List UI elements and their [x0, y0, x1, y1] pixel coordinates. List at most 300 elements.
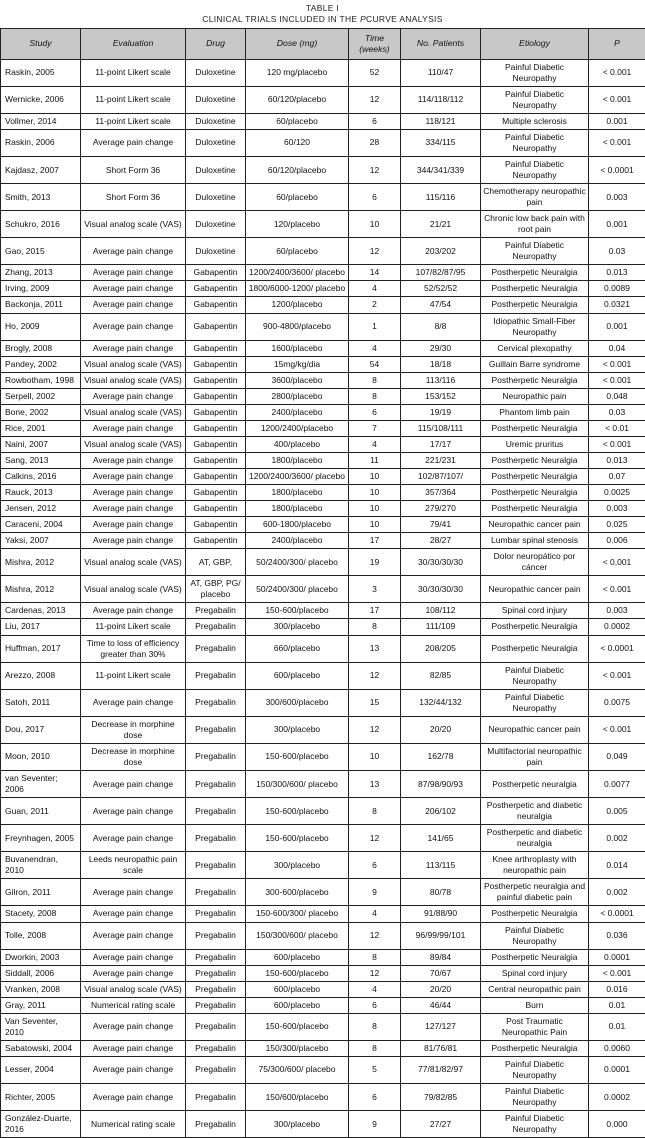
- cell-drug: Pregabalin: [186, 619, 246, 635]
- cell-study: Guan, 2011: [1, 798, 81, 825]
- cell-patients: 115/116: [401, 184, 481, 211]
- cell-time: 13: [349, 635, 401, 662]
- cell-time: 11: [349, 452, 401, 468]
- cell-p: 0.0002: [589, 1084, 645, 1111]
- cell-p: 0.03: [589, 404, 645, 420]
- cell-etiology: Postherpetic Neuralgia: [481, 420, 589, 436]
- cell-etiology: Painful Diabetic Neuropathy: [481, 129, 589, 156]
- cell-time: 7: [349, 420, 401, 436]
- cell-evaluation: Average pain change: [81, 1013, 186, 1040]
- cell-etiology: Painful Diabetic Neuropathy: [481, 662, 589, 689]
- cell-p: 0.003: [589, 603, 645, 619]
- cell-time: 8: [349, 372, 401, 388]
- cell-time: 4: [349, 281, 401, 297]
- cell-patients: 20/20: [401, 981, 481, 997]
- cell-drug: Duloxetine: [186, 113, 246, 129]
- cell-p: < 0.0001: [589, 635, 645, 662]
- cell-patients: 334/115: [401, 129, 481, 156]
- cell-p: 0.014: [589, 852, 645, 879]
- table-row: [1, 533, 645, 549]
- cell-drug: Pregabalin: [186, 603, 246, 619]
- table-row: [1, 825, 645, 852]
- cell-drug: Duloxetine: [186, 129, 246, 156]
- cell-study: Stacety, 2008: [1, 906, 81, 922]
- table-row: [1, 129, 645, 156]
- cell-patients: 141/65: [401, 825, 481, 852]
- cell-patients: 80/78: [401, 879, 481, 906]
- cell-dose: 150-600/placebo: [246, 603, 349, 619]
- cell-drug: Duloxetine: [186, 211, 246, 238]
- table-row: [1, 113, 645, 129]
- cell-etiology: Postherpetic Neuralgia: [481, 452, 589, 468]
- cell-study: Arezzo, 2008: [1, 662, 81, 689]
- table-row: [1, 469, 645, 485]
- cell-evaluation: Time to loss of efficiency greater than 30%: [81, 635, 186, 662]
- cell-study: Raskin, 2006: [1, 129, 81, 156]
- cell-etiology: Postherpetic Neuralgia: [481, 265, 589, 281]
- cell-evaluation: Average pain change: [81, 452, 186, 468]
- cell-evaluation: Short Form 36: [81, 184, 186, 211]
- table-row: [1, 238, 645, 265]
- cell-p: < 0.001: [589, 576, 645, 603]
- cell-p: < 0.001: [589, 129, 645, 156]
- cell-drug: Gabapentin: [186, 469, 246, 485]
- cell-patients: 19/19: [401, 404, 481, 420]
- table-row: [1, 662, 645, 689]
- cell-dose: 1800/placebo: [246, 452, 349, 468]
- table-header: [1, 28, 645, 59]
- cell-dose: 75/300/600/ placebo: [246, 1056, 349, 1083]
- cell-patients: 107/82/87/95: [401, 265, 481, 281]
- cell-study: Lesser, 2004: [1, 1056, 81, 1083]
- cell-etiology: Phantom limb pain: [481, 404, 589, 420]
- cell-study: van Seventer; 2006: [1, 770, 81, 797]
- cell-patients: 87/98/90/93: [401, 770, 481, 797]
- cell-patients: 70/67: [401, 965, 481, 981]
- cell-time: 6: [349, 404, 401, 420]
- cell-dose: 150-600/placebo: [246, 965, 349, 981]
- cell-etiology: Spinal cord injury: [481, 603, 589, 619]
- table-row: [1, 265, 645, 281]
- column-header-time: Time (weeks): [349, 28, 401, 59]
- cell-patients: 20/20: [401, 716, 481, 743]
- cell-p: 0.01: [589, 1013, 645, 1040]
- cell-patients: 79/41: [401, 517, 481, 533]
- cell-p: 0.0001: [589, 949, 645, 965]
- cell-p: < 0.001: [589, 356, 645, 372]
- cell-drug: Pregabalin: [186, 981, 246, 997]
- cell-evaluation: Average pain change: [81, 297, 186, 313]
- cell-etiology: Post Traumatic Neuropathic Pain: [481, 1013, 589, 1040]
- cell-dose: 300/placebo: [246, 1111, 349, 1138]
- cell-study: Siddall, 2006: [1, 965, 81, 981]
- cell-etiology: Postherpetic Neuralgia: [481, 619, 589, 635]
- cell-p: 0.001: [589, 211, 645, 238]
- cell-etiology: Cervical plexopathy: [481, 340, 589, 356]
- title-italic-p: P: [360, 14, 366, 24]
- cell-drug: Pregabalin: [186, 635, 246, 662]
- cell-evaluation: Visual analog scale (VAS): [81, 436, 186, 452]
- cell-study: Vollmer, 2014: [1, 113, 81, 129]
- cell-dose: 60/placebo: [246, 184, 349, 211]
- cell-p: 0.001: [589, 113, 645, 129]
- cell-etiology: Painful Diabetic Neuropathy: [481, 922, 589, 949]
- cell-patients: 221/231: [401, 452, 481, 468]
- cell-patients: 21/21: [401, 211, 481, 238]
- cell-time: 9: [349, 1111, 401, 1138]
- cell-study: Vranken, 2008: [1, 981, 81, 997]
- cell-study: Rowbotham, 1998: [1, 372, 81, 388]
- table-row: [1, 922, 645, 949]
- cell-dose: 60/placebo: [246, 113, 349, 129]
- cell-evaluation: Average pain change: [81, 879, 186, 906]
- cell-evaluation: Average pain change: [81, 825, 186, 852]
- cell-p: < 0.001: [589, 86, 645, 113]
- cell-dose: 15mg/kg/dia: [246, 356, 349, 372]
- cell-study: Satoh, 2011: [1, 689, 81, 716]
- cell-dose: 900-4800/placebo: [246, 313, 349, 340]
- cell-dose: 600/placebo: [246, 981, 349, 997]
- table-row: [1, 404, 645, 420]
- cell-study: Smith, 2013: [1, 184, 81, 211]
- cell-dose: 400/placebo: [246, 436, 349, 452]
- cell-study: Wernicke, 2006: [1, 86, 81, 113]
- cell-time: 17: [349, 533, 401, 549]
- cell-etiology: Painful Diabetic Neuropathy: [481, 59, 589, 86]
- cell-patients: 30/30/30/30: [401, 576, 481, 603]
- table-row: [1, 981, 645, 997]
- cell-dose: 150-600/placebo: [246, 798, 349, 825]
- cell-study: Calkins, 2016: [1, 469, 81, 485]
- cell-patients: 162/78: [401, 743, 481, 770]
- column-header-dose: Dose (mg): [246, 28, 349, 59]
- cell-evaluation: Average pain change: [81, 388, 186, 404]
- cell-p: 0.0321: [589, 297, 645, 313]
- cell-dose: 300/600/placebo: [246, 689, 349, 716]
- cell-patients: 344/341/339: [401, 157, 481, 184]
- cell-dose: 300/placebo: [246, 619, 349, 635]
- cell-drug: Pregabalin: [186, 689, 246, 716]
- cell-time: 3: [349, 576, 401, 603]
- cell-time: 12: [349, 965, 401, 981]
- cell-dose: 1200/2400/3600/ placebo: [246, 469, 349, 485]
- cell-etiology: Neuropathic cancer pain: [481, 517, 589, 533]
- cell-etiology: Postherpetic Neuralgia: [481, 949, 589, 965]
- cell-patients: 47/54: [401, 297, 481, 313]
- table-row: [1, 965, 645, 981]
- cell-p: 0.0077: [589, 770, 645, 797]
- cell-p: < 0.001: [589, 372, 645, 388]
- table-row: [1, 1056, 645, 1083]
- cell-study: Cardenas, 2013: [1, 603, 81, 619]
- cell-drug: Pregabalin: [186, 743, 246, 770]
- cell-p: < 0.0001: [589, 157, 645, 184]
- table-row: [1, 1111, 645, 1138]
- cell-etiology: Painful Diabetic Neuropathy: [481, 1084, 589, 1111]
- cell-evaluation: Average pain change: [81, 129, 186, 156]
- cell-dose: 600/placebo: [246, 662, 349, 689]
- table-row: [1, 576, 645, 603]
- column-header-patients: No. Patients: [401, 28, 481, 59]
- table-row: [1, 549, 645, 576]
- cell-p: < 0.001: [589, 716, 645, 743]
- cell-p: 0.013: [589, 452, 645, 468]
- cell-time: 54: [349, 356, 401, 372]
- cell-etiology: Chronic low back pain with root pain: [481, 211, 589, 238]
- cell-time: 6: [349, 852, 401, 879]
- cell-drug: Pregabalin: [186, 965, 246, 981]
- cell-study: Van Seventer, 2010: [1, 1013, 81, 1040]
- cell-p: < 0.001: [589, 436, 645, 452]
- cell-p: 0.013: [589, 265, 645, 281]
- cell-study: González-Duarte, 2016: [1, 1111, 81, 1138]
- cell-dose: 600-1800/placebo: [246, 517, 349, 533]
- cell-drug: Pregabalin: [186, 906, 246, 922]
- cell-etiology: Spinal cord injury: [481, 965, 589, 981]
- cell-study: Pandey, 2002: [1, 356, 81, 372]
- cell-etiology: Painful Diabetic Neuropathy: [481, 86, 589, 113]
- cell-time: 5: [349, 1056, 401, 1083]
- cell-drug: Gabapentin: [186, 313, 246, 340]
- cell-p: 0.01: [589, 997, 645, 1013]
- cell-evaluation: 11-point Likert scale: [81, 86, 186, 113]
- cell-evaluation: Average pain change: [81, 501, 186, 517]
- cell-evaluation: Average pain change: [81, 965, 186, 981]
- cell-patients: 29/30: [401, 340, 481, 356]
- cell-time: 2: [349, 297, 401, 313]
- cell-study: Ho, 2009: [1, 313, 81, 340]
- cell-dose: 60/120: [246, 129, 349, 156]
- cell-time: 17: [349, 603, 401, 619]
- cell-etiology: Multifactorial neuropathic pain: [481, 743, 589, 770]
- cell-time: 12: [349, 825, 401, 852]
- table-row: [1, 517, 645, 533]
- cell-dose: 150/600/placebo: [246, 1084, 349, 1111]
- cell-etiology: Postherpetic Neuralgia: [481, 281, 589, 297]
- cell-p: < 0.001: [589, 965, 645, 981]
- cell-p: 0.0060: [589, 1040, 645, 1056]
- table-row: [1, 59, 645, 86]
- title-text-post: CURVE ANALYSIS: [366, 14, 443, 24]
- cell-p: 0.07: [589, 469, 645, 485]
- cell-time: 52: [349, 59, 401, 86]
- table-row: [1, 1013, 645, 1040]
- cell-study: Freynhagen, 2005: [1, 825, 81, 852]
- cell-drug: Pregabalin: [186, 825, 246, 852]
- cell-time: 8: [349, 1040, 401, 1056]
- cell-study: Backonja, 2011: [1, 297, 81, 313]
- cell-evaluation: Average pain change: [81, 517, 186, 533]
- cell-etiology: Postherpetic neuralgia and painful diabetic pain: [481, 879, 589, 906]
- cell-p: 0.006: [589, 533, 645, 549]
- cell-p: 0.005: [589, 798, 645, 825]
- cell-drug: Gabapentin: [186, 452, 246, 468]
- column-header-etiology: Etiology: [481, 28, 589, 59]
- cell-patients: 115/108/111: [401, 420, 481, 436]
- cell-dose: 2800/placebo: [246, 388, 349, 404]
- cell-etiology: Painful Diabetic Neuropathy: [481, 238, 589, 265]
- cell-dose: 60/placebo: [246, 238, 349, 265]
- cell-etiology: Central neuropathic pain: [481, 981, 589, 997]
- table-row: [1, 949, 645, 965]
- cell-patients: 52/52/52: [401, 281, 481, 297]
- cell-evaluation: Average pain change: [81, 313, 186, 340]
- cell-study: Brogly, 2008: [1, 340, 81, 356]
- cell-etiology: Postherpetic and diabetic neuralgia: [481, 825, 589, 852]
- cell-evaluation: Average pain change: [81, 469, 186, 485]
- clinical-trials-table: [0, 28, 645, 1138]
- cell-drug: Gabapentin: [186, 533, 246, 549]
- cell-etiology: Neuropathic pain: [481, 388, 589, 404]
- table-number: TABLE I: [0, 3, 645, 14]
- cell-patients: 102/87/107/: [401, 469, 481, 485]
- cell-patients: 17/17: [401, 436, 481, 452]
- cell-time: 12: [349, 922, 401, 949]
- table-row: [1, 485, 645, 501]
- cell-evaluation: Visual analog scale (VAS): [81, 372, 186, 388]
- cell-dose: 600/placebo: [246, 949, 349, 965]
- cell-drug: Gabapentin: [186, 517, 246, 533]
- cell-patients: 279/270: [401, 501, 481, 517]
- cell-time: 8: [349, 388, 401, 404]
- cell-drug: Duloxetine: [186, 86, 246, 113]
- cell-evaluation: Average pain change: [81, 485, 186, 501]
- cell-drug: Gabapentin: [186, 501, 246, 517]
- cell-drug: Gabapentin: [186, 297, 246, 313]
- cell-study: Mishra, 2012: [1, 549, 81, 576]
- table-row: [1, 689, 645, 716]
- cell-study: Tolle, 2008: [1, 922, 81, 949]
- table-row: [1, 619, 645, 635]
- cell-evaluation: Visual analog scale (VAS): [81, 356, 186, 372]
- cell-dose: 50/2400/300/ placebo: [246, 549, 349, 576]
- cell-patients: 127/127: [401, 1013, 481, 1040]
- cell-patients: 27/27: [401, 1111, 481, 1138]
- cell-study: Caraceni, 2004: [1, 517, 81, 533]
- cell-evaluation: Leeds neuropathic pain scale: [81, 852, 186, 879]
- cell-time: 8: [349, 949, 401, 965]
- cell-evaluation: 11-point Likert scale: [81, 113, 186, 129]
- cell-drug: Gabapentin: [186, 340, 246, 356]
- cell-time: 10: [349, 485, 401, 501]
- cell-dose: 150-600/placebo: [246, 825, 349, 852]
- cell-drug: Gabapentin: [186, 485, 246, 501]
- cell-etiology: Burn: [481, 997, 589, 1013]
- cell-p: 0.016: [589, 981, 645, 997]
- cell-evaluation: 11-point Likert scale: [81, 59, 186, 86]
- cell-p: < 0,001: [589, 549, 645, 576]
- cell-dose: 3600/placebo: [246, 372, 349, 388]
- cell-study: Mishra, 2012: [1, 576, 81, 603]
- cell-study: Dworkin, 2003: [1, 949, 81, 965]
- table-row: [1, 879, 645, 906]
- cell-evaluation: Average pain change: [81, 238, 186, 265]
- cell-patients: 113/116: [401, 372, 481, 388]
- cell-time: 4: [349, 436, 401, 452]
- cell-study: Yaksi, 2007: [1, 533, 81, 549]
- cell-etiology: Knee arthroplasty with neuropathic pain: [481, 852, 589, 879]
- cell-time: 12: [349, 662, 401, 689]
- cell-study: Huffman, 2017: [1, 635, 81, 662]
- cell-study: Moon, 2010: [1, 743, 81, 770]
- cell-p: 0.002: [589, 825, 645, 852]
- cell-evaluation: 11-point Likert scale: [81, 619, 186, 635]
- column-header-p: P: [589, 28, 645, 59]
- cell-time: 13: [349, 770, 401, 797]
- cell-time: 1: [349, 313, 401, 340]
- cell-p: 0.001: [589, 313, 645, 340]
- cell-time: 8: [349, 619, 401, 635]
- cell-evaluation: 11-point Likert scale: [81, 662, 186, 689]
- cell-etiology: Idiopathic Small-Fiber Neuropathy: [481, 313, 589, 340]
- cell-dose: 1800/placebo: [246, 485, 349, 501]
- cell-dose: 150/300/600/ placebo: [246, 922, 349, 949]
- cell-drug: Pregabalin: [186, 1013, 246, 1040]
- cell-drug: Pregabalin: [186, 1084, 246, 1111]
- cell-drug: Pregabalin: [186, 949, 246, 965]
- cell-time: 8: [349, 798, 401, 825]
- table-row: [1, 184, 645, 211]
- cell-etiology: Chemotherapy neuropathic pain: [481, 184, 589, 211]
- cell-drug: Gabapentin: [186, 356, 246, 372]
- cell-p: 0.048: [589, 388, 645, 404]
- cell-p: 0.0002: [589, 619, 645, 635]
- cell-time: 10: [349, 211, 401, 238]
- table-row: [1, 770, 645, 797]
- cell-study: Serpell, 2002: [1, 388, 81, 404]
- cell-drug: Pregabalin: [186, 716, 246, 743]
- table-row: [1, 281, 645, 297]
- cell-evaluation: Numerical rating scale: [81, 997, 186, 1013]
- cell-patients: 111/109: [401, 619, 481, 635]
- table-row: [1, 997, 645, 1013]
- cell-etiology: Postherpetic Neuralgia: [481, 469, 589, 485]
- cell-p: 0.003: [589, 501, 645, 517]
- table-row: [1, 743, 645, 770]
- cell-etiology: Neuropathic cancer pain: [481, 576, 589, 603]
- cell-etiology: Dolor neuropático por cáncer: [481, 549, 589, 576]
- cell-p: < 0.0001: [589, 906, 645, 922]
- cell-etiology: Painful Diabetic Neuropathy: [481, 689, 589, 716]
- cell-study: Buvanendran, 2010: [1, 852, 81, 879]
- cell-study: Rice, 2001: [1, 420, 81, 436]
- cell-study: Irving, 2009: [1, 281, 81, 297]
- cell-etiology: Uremic pruritus: [481, 436, 589, 452]
- cell-patients: 77/81/82/97: [401, 1056, 481, 1083]
- cell-dose: 600/placebo: [246, 997, 349, 1013]
- cell-drug: Pregabalin: [186, 1111, 246, 1138]
- table-row: [1, 452, 645, 468]
- cell-patients: 113/115: [401, 852, 481, 879]
- cell-dose: 300-600/placebo: [246, 879, 349, 906]
- cell-evaluation: Short Form 36: [81, 157, 186, 184]
- table-row: [1, 211, 645, 238]
- cell-study: Gilron, 2011: [1, 879, 81, 906]
- cell-evaluation: Average pain change: [81, 603, 186, 619]
- cell-etiology: Postherpetic Neuralgia: [481, 501, 589, 517]
- cell-time: 10: [349, 517, 401, 533]
- cell-evaluation: Average pain change: [81, 949, 186, 965]
- cell-drug: Pregabalin: [186, 997, 246, 1013]
- cell-study: Liu, 2017: [1, 619, 81, 635]
- cell-evaluation: Visual analog scale (VAS): [81, 981, 186, 997]
- cell-patients: 206/102: [401, 798, 481, 825]
- cell-patients: 153/152: [401, 388, 481, 404]
- cell-evaluation: Average pain change: [81, 533, 186, 549]
- cell-etiology: Guillain Barre syndrome: [481, 356, 589, 372]
- cell-patients: 89/84: [401, 949, 481, 965]
- table-title: [0, 14, 645, 25]
